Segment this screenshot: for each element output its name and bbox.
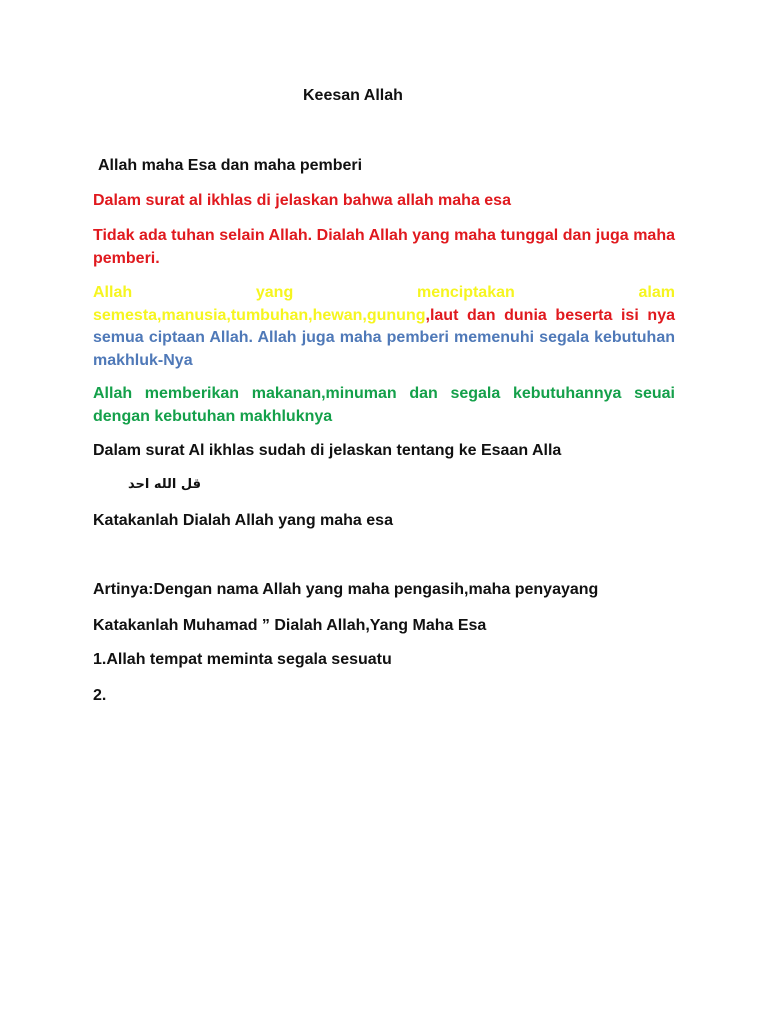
arabic-verse: قل الله احد	[128, 477, 202, 492]
paragraph-tauhid	[93, 225, 675, 270]
paragraph-provision: Allah memberikan makanan,minuman dan segala kebutuhannya seuai dengan kebutuhan makhluknya	[93, 385, 675, 425]
list-item-2: 2.	[93, 687, 107, 704]
paragraph-surat: Dalam surat Al ikhlas sudah di jelaskan tentang ke Esaan Alla	[93, 442, 562, 459]
list-item-1: 1.Allah tempat meminta segala sesuatu	[93, 651, 392, 668]
paragraph-translation: Katakanlah Dialah Allah yang maha esa	[93, 512, 393, 529]
text-yellow: Allah yang menciptakan alam semesta,manusia,tumbuhan,hewan,gunung	[93, 284, 675, 324]
paragraph-ikhlas: Dalam surat al ikhlas di jelaskan bahwa allah maha esa	[93, 192, 511, 209]
document-title: Keesan Allah	[303, 87, 403, 104]
paragraph-creation	[93, 282, 675, 373]
text-red: ,laut dan dunia beserta isi nya	[425, 306, 675, 324]
paragraph-intro: Allah maha Esa dan maha pemberi	[98, 157, 363, 174]
paragraph-muhamad: Katakanlah Muhamad ” Dialah Allah,Yang Maha Esa	[93, 617, 487, 634]
text-red: Tidak ada tuhan selain Allah. Dialah Allah yang maha tunggal dan juga maha pemberi.	[93, 227, 675, 267]
text-blue: semua ciptaan Allah. Allah juga maha pemberi memenuhi segala kebutuhan makhluk-Nya	[93, 329, 675, 370]
paragraph-artinya: Artinya:Dengan nama Allah yang maha pengasih,maha penyayang	[93, 581, 599, 598]
